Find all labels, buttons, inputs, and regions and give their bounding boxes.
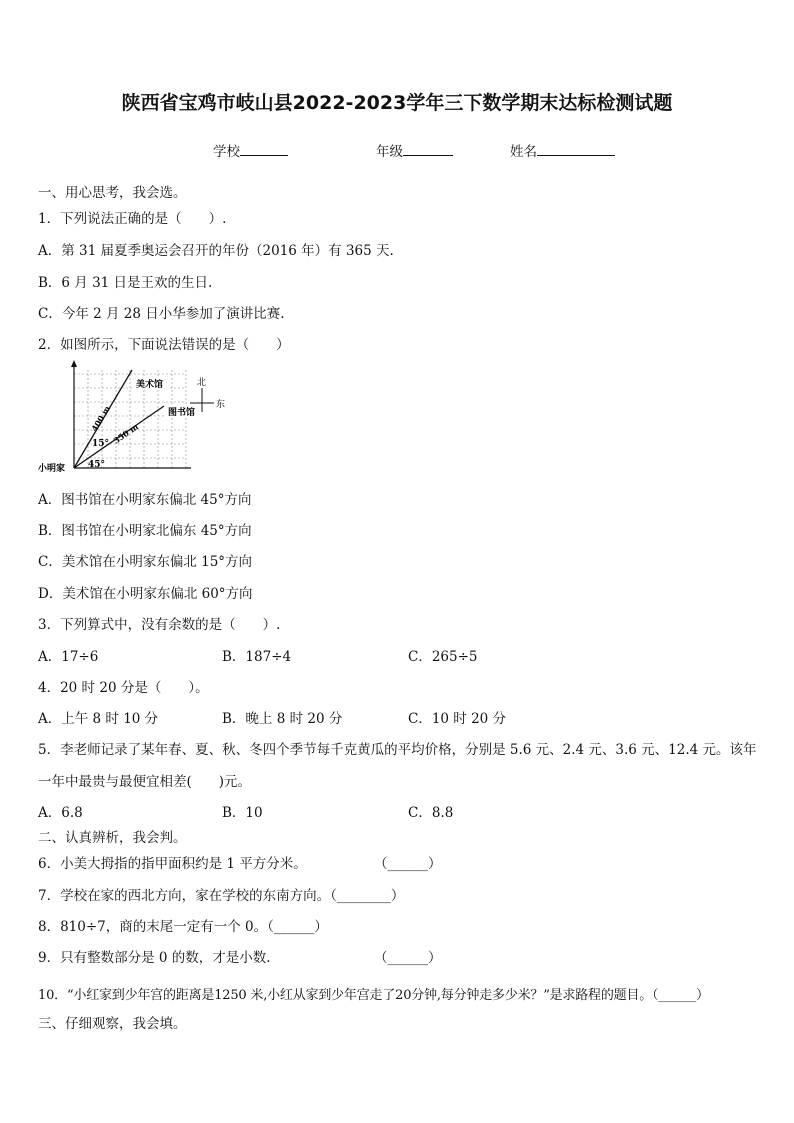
name-blank[interactable]	[537, 141, 615, 156]
grade-label: 年级	[376, 144, 403, 160]
library-label: 图书馆	[168, 408, 196, 418]
q3-stem: 3．下列算式中，没有余数的是（ ）.	[38, 617, 281, 633]
compass-north-label: 北	[197, 378, 207, 388]
q5-stem-line1: 5．李老师记录了某年春、夏、秋、冬四个季节每千克黄瓜的平均价格，分别是 5.6 元、2.4 元、3.6 元、12.4 元。该年	[38, 742, 757, 758]
q2-option-c[interactable]: C．美术馆在小明家东偏北 15°方向	[38, 554, 253, 570]
grade-blank[interactable]	[403, 141, 453, 156]
q5-stem-line2: 一年中最贵与最便宜相差( )元。	[38, 774, 252, 790]
q1-stem: 1．下列说法正确的是（ ）.	[38, 211, 227, 227]
q5-option-c[interactable]: C．8.8	[408, 805, 454, 821]
q2-stem: 2．如图所示，下面说法错误的是（ ）	[38, 337, 290, 353]
q1-option-a[interactable]: A．第 31 届夏季奥运会召开的年份（2016 年）有 365 天.	[38, 243, 394, 259]
distance-400-label: 400 m	[89, 403, 113, 434]
q5-option-b[interactable]: B．10	[222, 805, 263, 821]
q7-text[interactable]: 7．学校在家的西北方向，家在学校的东南方向。（________）	[38, 888, 405, 904]
q6-text: 6．小美大拇指的指甲面积约是 1 平方分米。	[38, 856, 307, 872]
compass-east-label: 东	[216, 400, 226, 410]
grade-field	[376, 140, 453, 160]
distance-350-label: 350 m	[111, 421, 141, 446]
angle-15-label: 15°	[92, 439, 110, 449]
q2-option-b[interactable]: B．图书馆在小明家北偏东 45°方向	[38, 523, 252, 539]
q4-option-b[interactable]: B．晚上 8 时 20 分	[222, 711, 343, 727]
q8-text[interactable]: 8．810÷7，商的末尾一定有一个 0。（______）	[38, 919, 328, 935]
q4-option-a[interactable]: A．上午 8 时 10 分	[38, 711, 159, 727]
section-1-heading: 一、用心思考，我会选。	[38, 185, 187, 201]
q9-answer-blank[interactable]: （______）	[374, 950, 442, 966]
name-label: 姓名	[510, 144, 537, 160]
q4-stem: 4．20 时 20 分是（ ）。	[38, 680, 209, 696]
q10-text[interactable]: 10．“小红家到少年宫的距离是1250 米,小红从家到少年宫走了20分钟,每分钟走多少米？”是求路程的题目。（______）	[38, 988, 709, 1003]
school-field	[213, 140, 288, 160]
q5-option-a[interactable]: A．6.8	[38, 805, 83, 821]
home-label: 小明家	[38, 464, 66, 474]
page-title: 陕西省宝鸡市岐山县2022-2023学年三下数学期末达标检测试题	[121, 92, 673, 114]
q9-text: 9．只有整数部分是 0 的数，才是小数.	[38, 950, 271, 966]
q3-option-c[interactable]: C．265÷5	[408, 649, 478, 665]
school-label: 学校	[213, 144, 240, 160]
q2-option-d[interactable]: D．美术馆在小明家东偏北 60°方向	[38, 586, 253, 602]
q6-answer-blank[interactable]: （______）	[374, 856, 442, 872]
direction-figure	[36, 360, 246, 478]
q4-option-c[interactable]: C．10 时 20 分	[408, 711, 507, 727]
section-3-heading: 三、仔细观察，我会填。	[38, 1016, 187, 1032]
section-2-heading: 二、认真辨析，我会判。	[38, 830, 187, 846]
q1-option-b[interactable]: B．6 月 31 日是王欢的生日.	[38, 275, 213, 291]
q3-option-b[interactable]: B．187÷4	[222, 649, 292, 665]
name-field	[510, 140, 615, 160]
q1-option-c[interactable]: C．今年 2 月 28 日小华参加了演讲比赛.	[38, 306, 285, 322]
north-axis-arrow	[71, 360, 77, 367]
angle-45-label: 45°	[88, 460, 106, 470]
q2-option-a[interactable]: A．图书馆在小明家东偏北 45°方向	[38, 492, 252, 508]
q3-option-a[interactable]: A．17÷6	[38, 649, 99, 665]
art-museum-label: 美术馆	[136, 380, 164, 390]
school-blank[interactable]	[240, 141, 288, 156]
